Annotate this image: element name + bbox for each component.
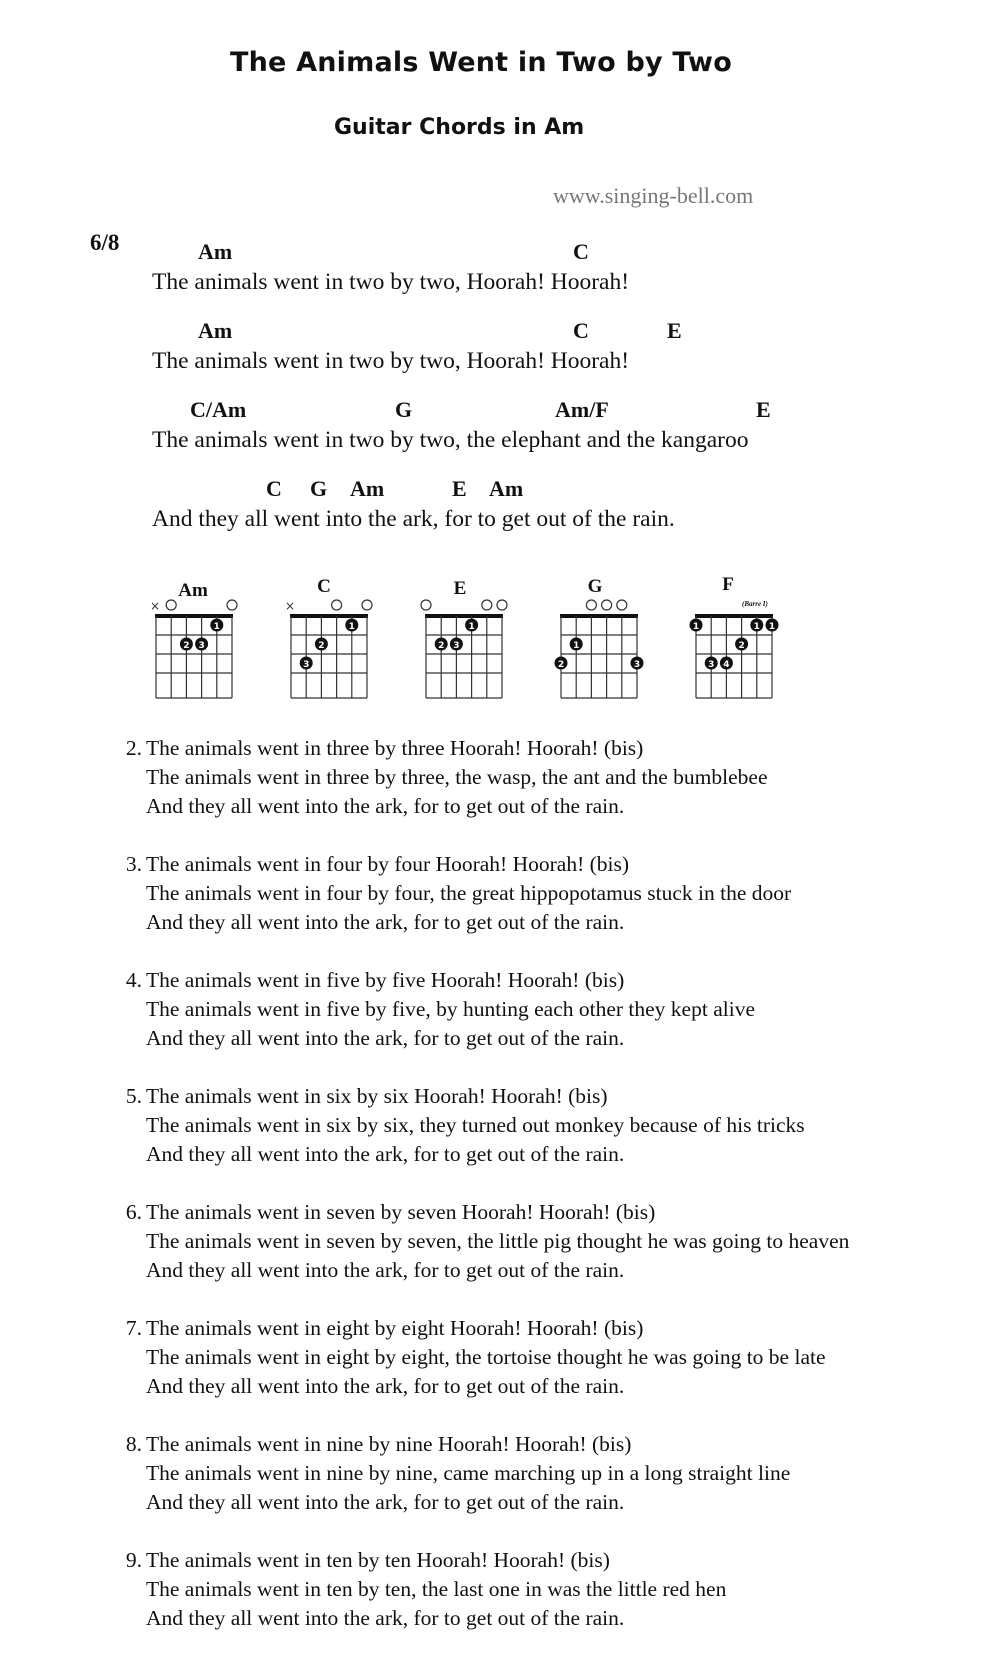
chord-label: E [667,318,682,343]
svg-text:3: 3 [198,641,205,651]
svg-text:×: × [285,599,296,613]
svg-text:2: 2 [438,641,445,651]
chord-label: E [756,397,771,422]
chord-diagram-label: G [587,576,603,597]
verse-line: The animals went in five by five Hoorah! Hoorah! (bis) [146,968,625,992]
svg-text:3: 3 [708,660,715,670]
verse-line: The animals went in six by six, they turned out monkey because of his tricks [146,1113,805,1137]
verse-number: 4. [125,968,142,992]
chord-label: Am [489,476,524,501]
verse-number: 9. [125,1548,142,1572]
svg-text:1: 1 [468,622,475,632]
chord-diagram-label: F [722,574,734,595]
svg-text:1: 1 [768,622,776,632]
svg-text:2: 2 [738,641,745,651]
chord-diagram-am [150,599,237,698]
verse-line: The animals went in ten by ten, the last one in was the little red hen [146,1577,727,1601]
verse-line: And they all went into the ark, for to get out of the rain. [146,1374,625,1398]
svg-text:3: 3 [453,641,460,651]
chord-diagram-e [421,600,507,698]
page-title: The Animals Went in Two by Two [230,47,732,78]
chord-diagram-label: E [453,578,467,599]
chord-label: G [310,476,328,501]
barre-note: (Barre I) [742,600,768,608]
verse-number: 3. [125,852,142,876]
verse-line: And they all went into the ark, for to get out of the rain. [146,910,625,934]
chord-label: C [573,239,589,264]
svg-text:2: 2 [557,660,565,670]
chord-label: Am [350,476,385,501]
verse-number: 5. [125,1084,142,1108]
verse-line: And they all went into the ark, for to get out of the rain. [146,1606,625,1630]
verse-line: The animals went in three by three Hoorah! Hoorah! (bis) [146,736,644,760]
svg-text:3: 3 [303,660,310,670]
verse-line: The animals went in three by three, the wasp, the ant and the bumblebee [146,765,768,789]
verse-line: The animals went in nine by nine Hoorah! Hoorah! (bis) [146,1432,632,1456]
verse-line: The animals went in eight by eight Hoorah! Hoorah! (bis) [146,1316,644,1340]
svg-text:4: 4 [723,660,730,670]
chord-diagram-c [285,599,372,698]
lyric-line: The animals went in two by two, Hoorah! Hoorah! [152,269,630,295]
verse-line: And they all went into the ark, for to get out of the rain. [146,1490,625,1514]
verse-line: And they all went into the ark, for to get out of the rain. [146,1026,625,1050]
chord-diagram-label: C [317,576,331,597]
verse-line: The animals went in seven by seven Hoorah! Hoorah! (bis) [146,1200,656,1224]
chord-diagram-label: Am [178,580,208,601]
svg-text:×: × [150,599,161,613]
svg-text:2: 2 [183,641,190,651]
lyric-line: The animals went in two by two, Hoorah! Hoorah! [152,348,630,374]
lyric-line: The animals went in two by two, the elephant and the kangaroo [152,427,749,453]
svg-text:1: 1 [573,641,580,651]
chord-label: Am [198,239,233,264]
verse-number: 6. [125,1200,142,1224]
svg-text:3: 3 [633,660,641,670]
chord-label: G [395,397,413,422]
svg-text:1: 1 [692,622,700,632]
page-subtitle: Guitar Chords in Am [334,115,585,140]
verse-number: 8. [125,1432,142,1456]
chord-label: C/Am [190,397,247,422]
chord-label: C [573,318,589,343]
verse-number: 2. [125,736,142,760]
svg-text:1: 1 [348,622,355,632]
lyric-line: And they all went into the ark, for to get out of the rain. [152,506,675,532]
chord-label: E [452,476,467,501]
verse-line: The animals went in nine by nine, came marching up in a long straight line [146,1461,791,1485]
verse-line: The animals went in eight by eight, the tortoise thought he was going to be late [146,1345,826,1369]
svg-text:2: 2 [318,641,325,651]
website-link[interactable]: www.singing-bell.com [553,183,754,208]
verse-line: The animals went in seven by seven, the little pig thought he was going to heaven [146,1229,850,1253]
verse-line: And they all went into the ark, for to get out of the rain. [146,794,625,818]
verse-number: 7. [125,1316,142,1340]
chord-label: Am/F [555,397,609,422]
svg-text:1: 1 [753,622,760,632]
verse-line: The animals went in ten by ten Hoorah! Hoorah! (bis) [146,1548,610,1572]
verse-line: And they all went into the ark, for to get out of the rain. [146,1258,625,1282]
verse-line: The animals went in four by four, the great hippopotamus stuck in the door [146,881,792,905]
time-signature: 6/8 [90,230,120,255]
chord-label: C [266,476,282,501]
verse-line: The animals went in five by five, by hunting each other they kept alive [146,997,755,1021]
svg-text:1: 1 [213,622,220,632]
verse-line: The animals went in four by four Hoorah! Hoorah! (bis) [146,852,630,876]
chord-diagram-g [555,600,644,698]
chord-diagram-graphics [140,595,800,705]
chord-diagram-f [690,614,779,698]
chord-label: Am [198,318,233,343]
verse-line: The animals went in six by six Hoorah! Hoorah! (bis) [146,1084,608,1108]
verse-line: And they all went into the ark, for to get out of the rain. [146,1142,625,1166]
